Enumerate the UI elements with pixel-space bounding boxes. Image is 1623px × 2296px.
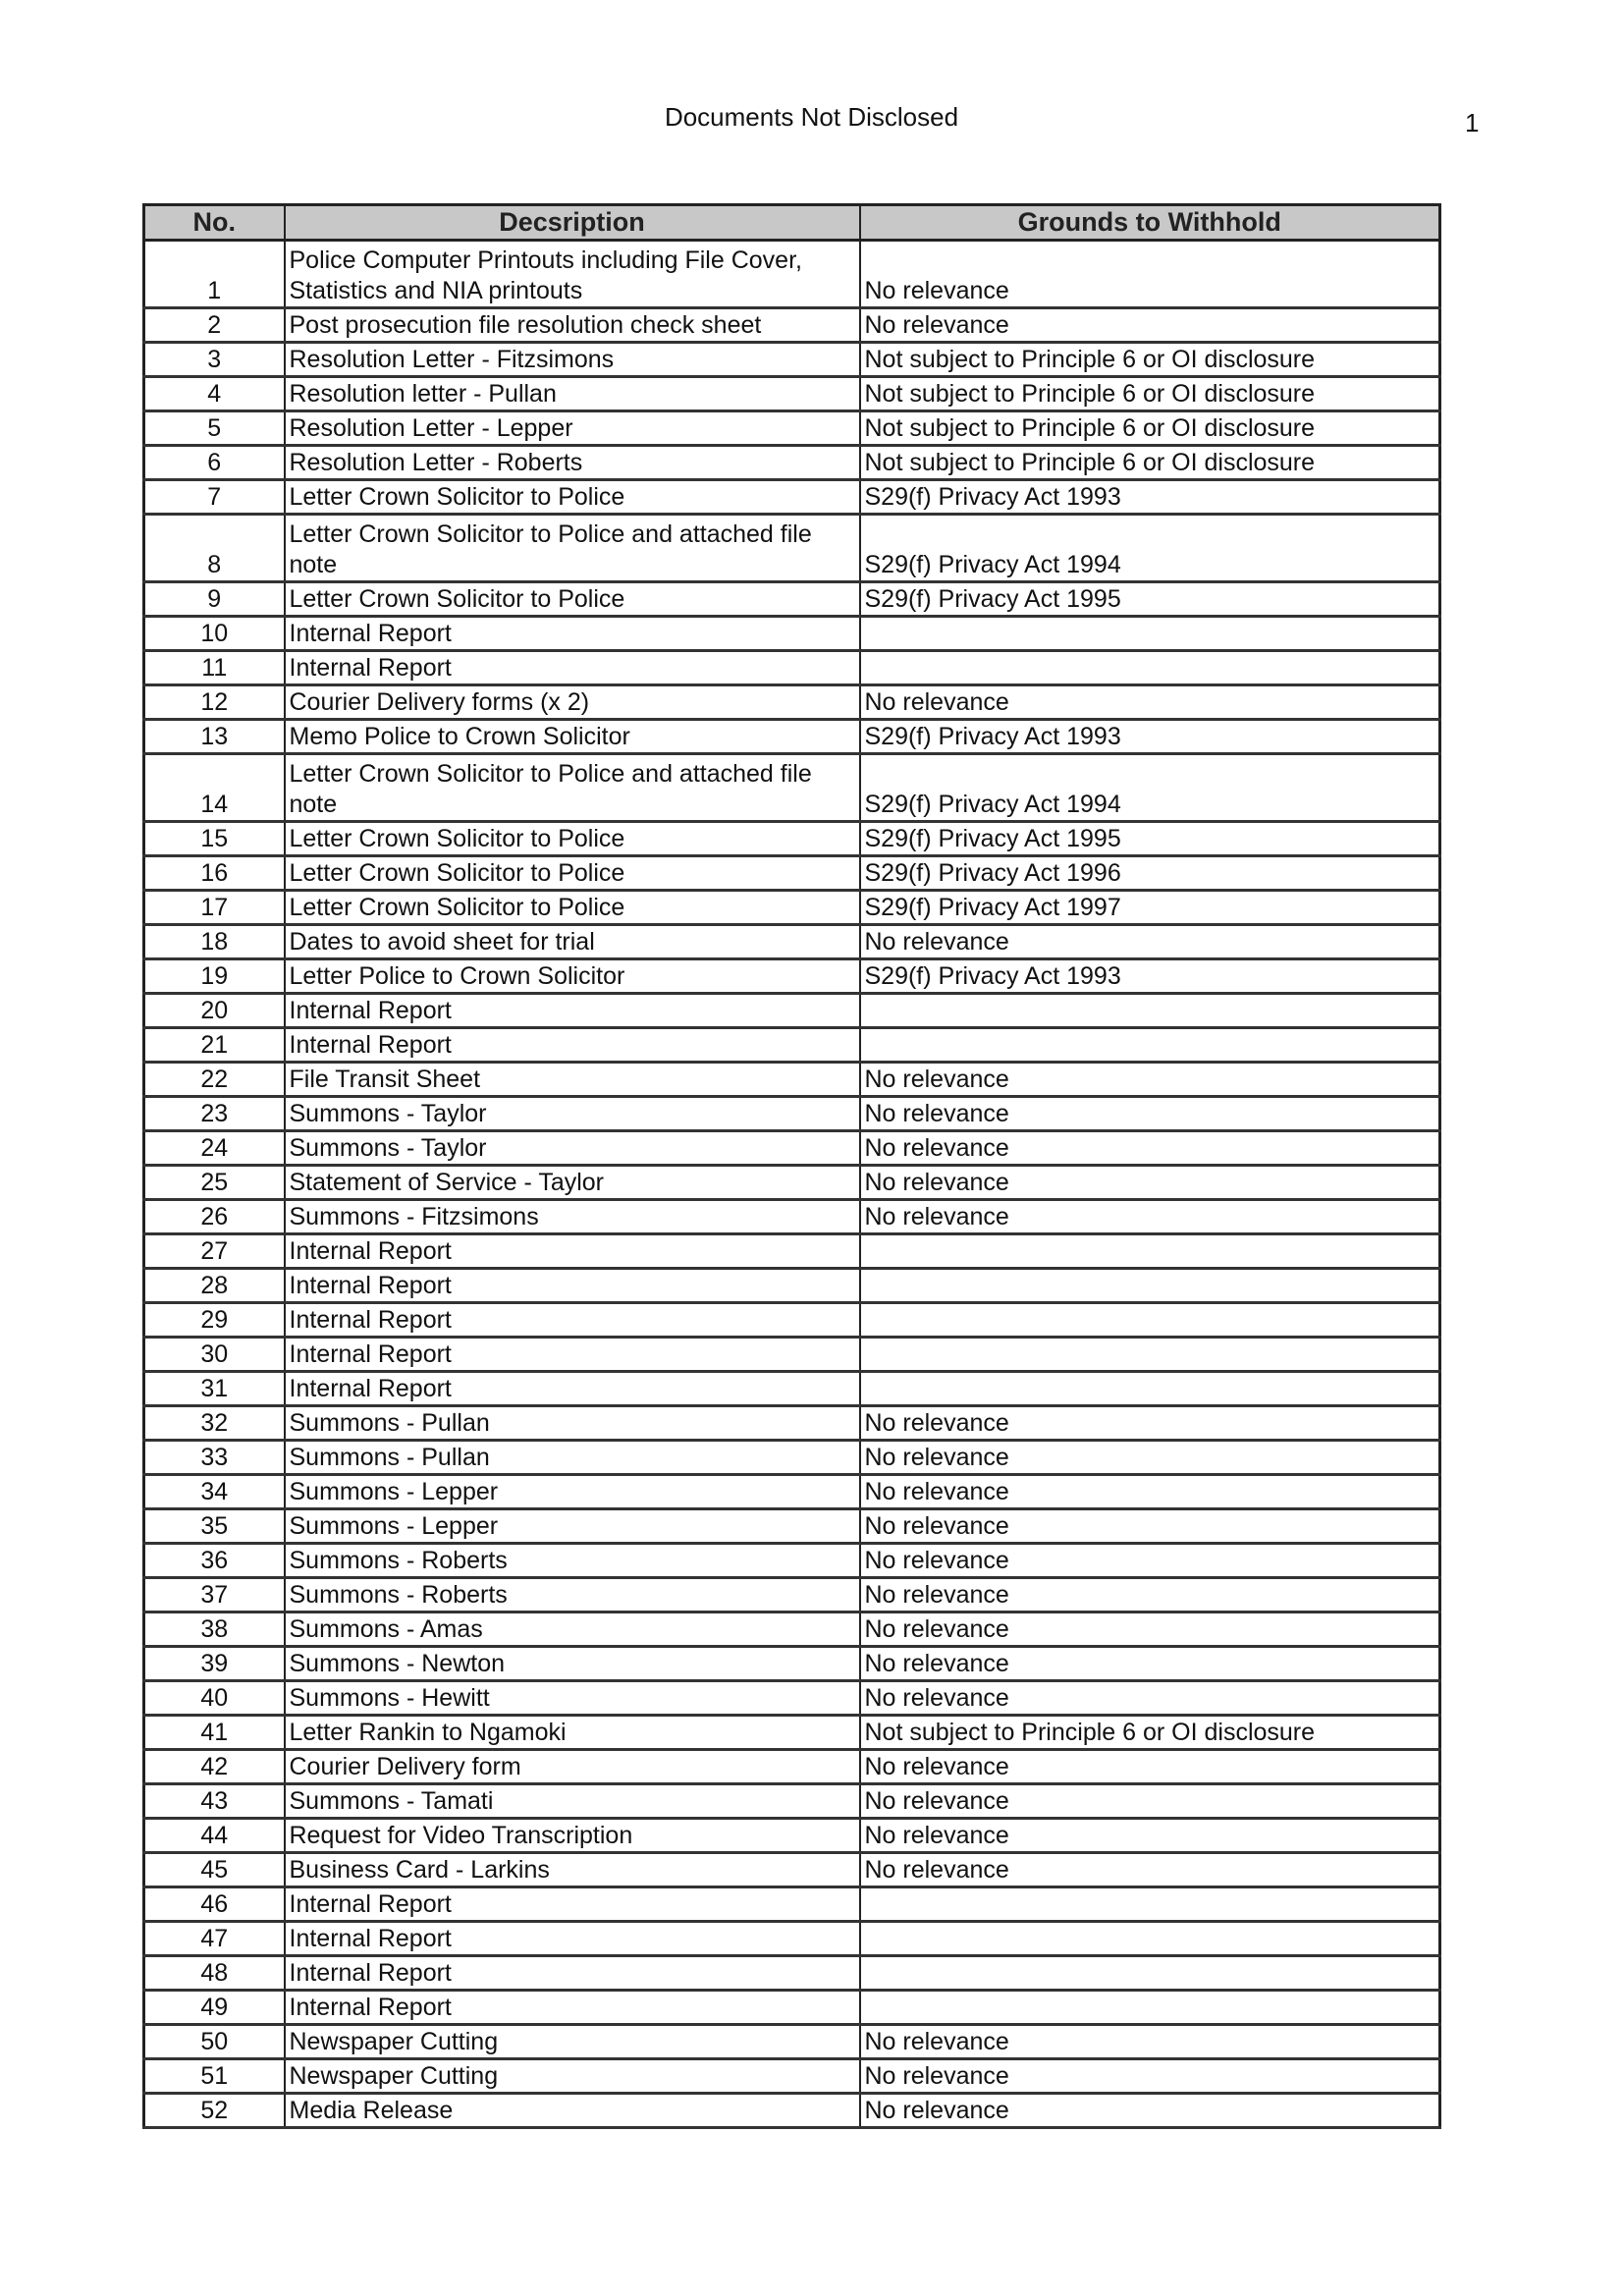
table-row: [144, 480, 1440, 515]
row-number: 7: [144, 480, 285, 515]
row-grounds: No relevance: [860, 1578, 1440, 1613]
row-number: 11: [144, 651, 285, 685]
row-grounds: [860, 651, 1440, 685]
row-description: Letter Crown Solicitor to Police: [285, 480, 860, 515]
row-number: 32: [144, 1406, 285, 1441]
row-description: Internal Report: [285, 651, 860, 685]
row-number: 47: [144, 1922, 285, 1956]
row-number: 2: [144, 308, 285, 343]
table-body: [144, 241, 1440, 2128]
row-grounds: [860, 994, 1440, 1028]
row-number: 1: [144, 241, 285, 308]
row-number: 43: [144, 1784, 285, 1819]
row-grounds: No relevance: [860, 925, 1440, 959]
table-row: [144, 1441, 1440, 1475]
table-row: [144, 582, 1440, 617]
row-description: Newspaper Cutting: [285, 2025, 860, 2059]
row-number: 35: [144, 1509, 285, 1544]
table-row: [144, 1028, 1440, 1063]
row-description: Newspaper Cutting: [285, 2059, 860, 2094]
row-number: 39: [144, 1647, 285, 1681]
row-description: Internal Report: [285, 1922, 860, 1956]
table-row: [144, 1853, 1440, 1887]
row-number: 49: [144, 1991, 285, 2025]
row-number: 42: [144, 1750, 285, 1784]
row-number: 40: [144, 1681, 285, 1716]
row-number: 44: [144, 1819, 285, 1853]
row-description: Letter Crown Solicitor to Police: [285, 822, 860, 856]
row-number: 36: [144, 1544, 285, 1578]
row-description: Summons - Amas: [285, 1613, 860, 1647]
row-number: 45: [144, 1853, 285, 1887]
row-grounds: No relevance: [860, 685, 1440, 720]
row-grounds: S29(f) Privacy Act 1993: [860, 720, 1440, 754]
row-grounds: No relevance: [860, 1509, 1440, 1544]
row-grounds: [860, 1234, 1440, 1269]
document-title: Documents Not Disclosed: [664, 102, 959, 132]
table-row: [144, 617, 1440, 651]
table-row: [144, 1063, 1440, 1097]
row-number: 38: [144, 1613, 285, 1647]
table-row: [144, 1716, 1440, 1750]
row-grounds: [860, 1338, 1440, 1372]
table-row: [144, 1819, 1440, 1853]
table-row: [144, 1544, 1440, 1578]
table-row: [144, 446, 1440, 480]
table-row: [144, 1922, 1440, 1956]
row-grounds: Not subject to Principle 6 or OI disclosure: [860, 411, 1440, 446]
row-description: Letter Crown Solicitor to Police and attached file note: [285, 754, 860, 822]
row-grounds: S29(f) Privacy Act 1994: [860, 515, 1440, 582]
row-grounds: Not subject to Principle 6 or OI disclosure: [860, 343, 1440, 377]
row-grounds: [860, 1269, 1440, 1303]
row-description: Resolution Letter - Roberts: [285, 446, 860, 480]
row-description: Internal Report: [285, 1991, 860, 2025]
table-row: [144, 1338, 1440, 1372]
row-grounds: S29(f) Privacy Act 1993: [860, 480, 1440, 515]
row-number: 48: [144, 1956, 285, 1991]
table-row: [144, 1647, 1440, 1681]
table-row: [144, 925, 1440, 959]
row-grounds: No relevance: [860, 1784, 1440, 1819]
row-description: Internal Report: [285, 994, 860, 1028]
row-description: Internal Report: [285, 1372, 860, 1406]
documents-table: [142, 203, 1441, 2129]
row-number: 8: [144, 515, 285, 582]
row-description: Letter Crown Solicitor to Police: [285, 856, 860, 891]
row-description: Summons - Lepper: [285, 1475, 860, 1509]
row-grounds: [860, 1956, 1440, 1991]
table-row: [144, 2059, 1440, 2094]
row-grounds: Not subject to Principle 6 or OI disclosure: [860, 446, 1440, 480]
row-description: Resolution Letter - Fitzsimons: [285, 343, 860, 377]
row-description: Summons - Taylor: [285, 1097, 860, 1131]
row-grounds: No relevance: [860, 1131, 1440, 1166]
table-row: [144, 1234, 1440, 1269]
row-grounds: S29(f) Privacy Act 1995: [860, 822, 1440, 856]
table-row: [144, 1406, 1440, 1441]
header-description: Decsription: [285, 205, 860, 241]
table-row: [144, 2025, 1440, 2059]
row-description: Internal Report: [285, 617, 860, 651]
row-grounds: S29(f) Privacy Act 1994: [860, 754, 1440, 822]
row-grounds: No relevance: [860, 1544, 1440, 1578]
row-grounds: S29(f) Privacy Act 1995: [860, 582, 1440, 617]
row-number: 18: [144, 925, 285, 959]
row-grounds: S29(f) Privacy Act 1993: [860, 959, 1440, 994]
row-number: 33: [144, 1441, 285, 1475]
row-number: 13: [144, 720, 285, 754]
row-description: Summons - Hewitt: [285, 1681, 860, 1716]
row-grounds: No relevance: [860, 1166, 1440, 1200]
row-grounds: No relevance: [860, 2025, 1440, 2059]
row-number: 10: [144, 617, 285, 651]
row-number: 19: [144, 959, 285, 994]
table-row: [144, 891, 1440, 925]
row-grounds: [860, 1303, 1440, 1338]
row-number: 30: [144, 1338, 285, 1372]
row-grounds: No relevance: [860, 241, 1440, 308]
row-number: 22: [144, 1063, 285, 1097]
row-grounds: [860, 617, 1440, 651]
row-number: 31: [144, 1372, 285, 1406]
row-grounds: Not subject to Principle 6 or OI disclosure: [860, 1716, 1440, 1750]
table-row: [144, 343, 1440, 377]
row-grounds: [860, 1887, 1440, 1922]
row-number: 6: [144, 446, 285, 480]
table-row: [144, 651, 1440, 685]
row-description: Resolution Letter - Lepper: [285, 411, 860, 446]
row-description: Memo Police to Crown Solicitor: [285, 720, 860, 754]
row-grounds: S29(f) Privacy Act 1997: [860, 891, 1440, 925]
row-grounds: No relevance: [860, 1063, 1440, 1097]
row-grounds: No relevance: [860, 1819, 1440, 1853]
table-row: [144, 1956, 1440, 1991]
table-row: [144, 377, 1440, 411]
table-row: [144, 1303, 1440, 1338]
row-grounds: Not subject to Principle 6 or OI disclosure: [860, 377, 1440, 411]
row-description: Internal Report: [285, 1887, 860, 1922]
table-row: [144, 1166, 1440, 1200]
row-number: 5: [144, 411, 285, 446]
table-row: [144, 1991, 1440, 2025]
row-description: Police Computer Printouts including File Cover, Statistics and NIA printouts: [285, 241, 860, 308]
row-grounds: No relevance: [860, 308, 1440, 343]
row-description: Summons - Roberts: [285, 1544, 860, 1578]
row-description: Statement of Service - Taylor: [285, 1166, 860, 1200]
row-description: Media Release: [285, 2094, 860, 2128]
row-description: Internal Report: [285, 1269, 860, 1303]
row-number: 52: [144, 2094, 285, 2128]
table-row: [144, 1887, 1440, 1922]
table-row: [144, 1372, 1440, 1406]
table-row: [144, 308, 1440, 343]
table-row: [144, 754, 1440, 822]
row-description: Summons - Tamati: [285, 1784, 860, 1819]
row-grounds: No relevance: [860, 1200, 1440, 1234]
row-description: Request for Video Transcription: [285, 1819, 860, 1853]
row-description: Letter Crown Solicitor to Police and attached file note: [285, 515, 860, 582]
table-row: [144, 1269, 1440, 1303]
table-row: [144, 959, 1440, 994]
header-no: No.: [144, 205, 285, 241]
row-number: 9: [144, 582, 285, 617]
table-row: [144, 1131, 1440, 1166]
row-number: 23: [144, 1097, 285, 1131]
table-row: [144, 411, 1440, 446]
row-grounds: [860, 1372, 1440, 1406]
row-description: Summons - Pullan: [285, 1406, 860, 1441]
row-grounds: No relevance: [860, 1613, 1440, 1647]
page-number: 1: [1465, 108, 1480, 137]
row-description: Courier Delivery forms (x 2): [285, 685, 860, 720]
row-description: Internal Report: [285, 1338, 860, 1372]
row-grounds: No relevance: [860, 1647, 1440, 1681]
table-row: [144, 241, 1440, 308]
row-grounds: No relevance: [860, 2094, 1440, 2128]
row-number: 24: [144, 1131, 285, 1166]
table-row: [144, 2094, 1440, 2128]
row-description: Resolution letter - Pullan: [285, 377, 860, 411]
table-row: [144, 1200, 1440, 1234]
row-description: Internal Report: [285, 1956, 860, 1991]
table-row: [144, 1784, 1440, 1819]
table-row: [144, 1578, 1440, 1613]
table-row: [144, 1613, 1440, 1647]
table-row: [144, 856, 1440, 891]
row-grounds: No relevance: [860, 1681, 1440, 1716]
row-number: 3: [144, 343, 285, 377]
row-grounds: [860, 1991, 1440, 2025]
row-description: Internal Report: [285, 1303, 860, 1338]
table-row: [144, 720, 1440, 754]
row-number: 25: [144, 1166, 285, 1200]
row-grounds: No relevance: [860, 2059, 1440, 2094]
row-number: 27: [144, 1234, 285, 1269]
row-grounds: No relevance: [860, 1097, 1440, 1131]
row-description: File Transit Sheet: [285, 1063, 860, 1097]
row-number: 17: [144, 891, 285, 925]
row-number: 28: [144, 1269, 285, 1303]
row-number: 16: [144, 856, 285, 891]
header-grounds: Grounds to Withhold: [860, 205, 1440, 241]
table-row: [144, 1681, 1440, 1716]
table-header-row: [144, 205, 1440, 241]
row-number: 15: [144, 822, 285, 856]
row-number: 21: [144, 1028, 285, 1063]
row-description: Summons - Pullan: [285, 1441, 860, 1475]
row-grounds: No relevance: [860, 1406, 1440, 1441]
row-number: 51: [144, 2059, 285, 2094]
row-number: 29: [144, 1303, 285, 1338]
table-row: [144, 1475, 1440, 1509]
row-number: 34: [144, 1475, 285, 1509]
row-number: 26: [144, 1200, 285, 1234]
row-description: Internal Report: [285, 1028, 860, 1063]
row-description: Summons - Newton: [285, 1647, 860, 1681]
table-row: [144, 1509, 1440, 1544]
row-number: 46: [144, 1887, 285, 1922]
row-number: 4: [144, 377, 285, 411]
row-grounds: [860, 1922, 1440, 1956]
row-grounds: No relevance: [860, 1750, 1440, 1784]
row-description: Courier Delivery form: [285, 1750, 860, 1784]
row-description: Internal Report: [285, 1234, 860, 1269]
row-description: Summons - Taylor: [285, 1131, 860, 1166]
row-description: Summons - Roberts: [285, 1578, 860, 1613]
row-grounds: No relevance: [860, 1853, 1440, 1887]
row-number: 14: [144, 754, 285, 822]
table-row: [144, 685, 1440, 720]
row-grounds: [860, 1028, 1440, 1063]
row-description: Summons - Fitzsimons: [285, 1200, 860, 1234]
row-grounds: No relevance: [860, 1475, 1440, 1509]
row-description: Post prosecution file resolution check sheet: [285, 308, 860, 343]
table-row: [144, 515, 1440, 582]
table-row: [144, 822, 1440, 856]
row-description: Summons - Lepper: [285, 1509, 860, 1544]
row-number: 41: [144, 1716, 285, 1750]
table-row: [144, 1097, 1440, 1131]
row-number: 50: [144, 2025, 285, 2059]
row-number: 20: [144, 994, 285, 1028]
row-number: 12: [144, 685, 285, 720]
row-description: Letter Crown Solicitor to Police: [285, 891, 860, 925]
table-row: [144, 994, 1440, 1028]
table-row: [144, 1750, 1440, 1784]
row-description: Business Card - Larkins: [285, 1853, 860, 1887]
row-description: Letter Police to Crown Solicitor: [285, 959, 860, 994]
row-grounds: S29(f) Privacy Act 1996: [860, 856, 1440, 891]
row-description: Dates to avoid sheet for trial: [285, 925, 860, 959]
row-description: Letter Rankin to Ngamoki: [285, 1716, 860, 1750]
row-number: 37: [144, 1578, 285, 1613]
row-description: Letter Crown Solicitor to Police: [285, 582, 860, 617]
row-grounds: No relevance: [860, 1441, 1440, 1475]
